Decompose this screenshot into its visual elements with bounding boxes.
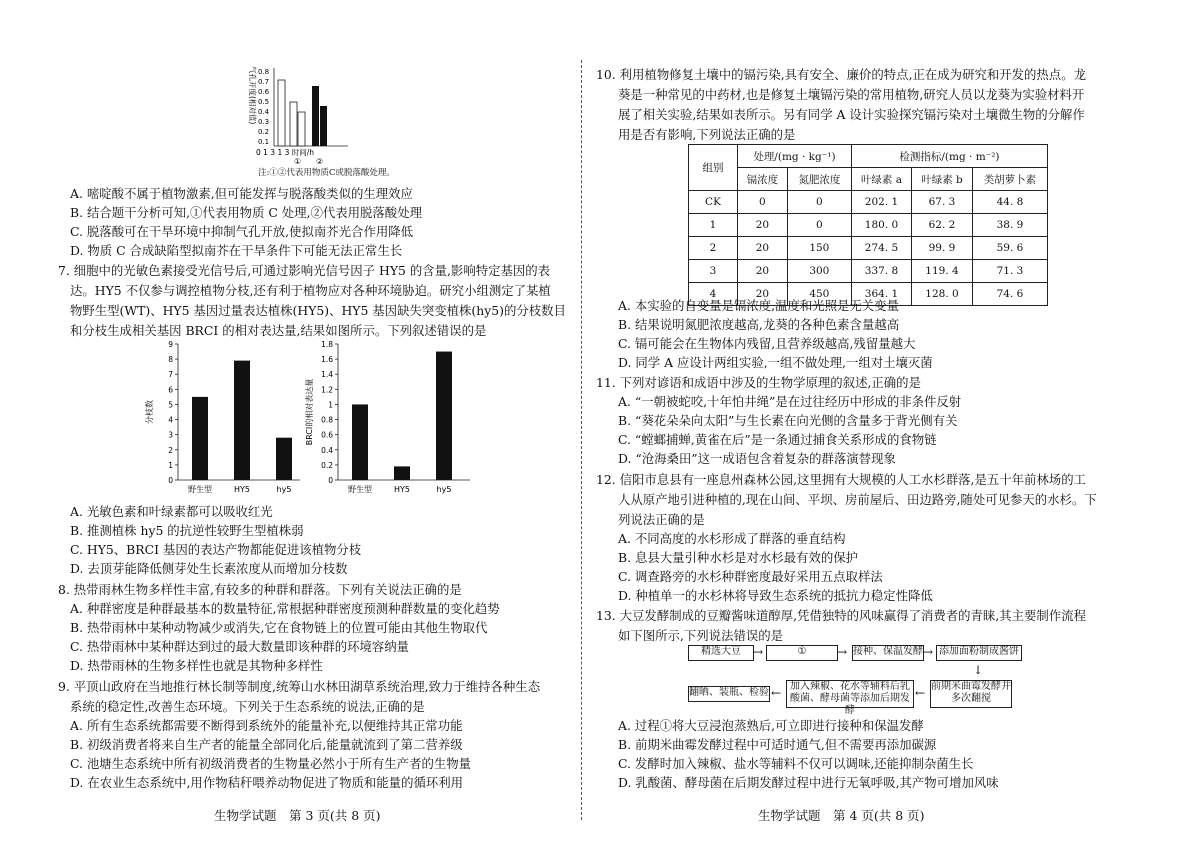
branch-chart-tick-label: 8 <box>168 355 173 365</box>
brci-chart-category-label: hy5 <box>436 485 452 494</box>
q7-option-a: A. 光敏色素和叶绿素都可以吸收红光 <box>70 504 273 519</box>
table-cell: 2 <box>689 237 738 260</box>
table-cell: 20 <box>738 214 788 237</box>
branch-chart-tick-label: 3 <box>168 430 173 440</box>
q6-option-d: D. 物质 C 合成缺陷型拟南芥在干旱条件下可能无法正常生长 <box>70 243 403 258</box>
branch-chart-category-label: 野生型 <box>188 485 212 494</box>
q12-stem-line: 12. 信阳市息县有一座息州森林公园,这里拥有大规模的人工水杉群落,是五十年前林场的工 <box>596 472 1086 487</box>
table-cell: 202. 1 <box>851 191 911 214</box>
branch-chart-ylabel: 分枝数 <box>145 400 154 424</box>
q8-option-d: D. 热带雨林的生物多样性也就是其物种多样性 <box>70 658 323 673</box>
table-cell: 337. 8 <box>851 260 911 283</box>
brci-expression-chart <box>300 336 470 504</box>
q9-option-b: B. 初级消费者将来自生产者的能量全部同化后,能量就流到了第二营养级 <box>70 737 463 752</box>
branch-chart-bar <box>276 438 292 480</box>
q7-option-d: D. 去顶芽能降低侧芽处生长素浓度从而增加分枝数 <box>70 561 348 576</box>
branch-count-chart <box>140 336 300 504</box>
table-cell: 38. 9 <box>972 214 1047 237</box>
table-cell: 62. 2 <box>912 214 973 237</box>
flow-box-early-fermentation: 前期米曲霉发酵并多次翻搅 <box>930 680 1012 708</box>
q6-option-b: B. 结合题干分析可知,①代表用物质 C 处理,②代表用脱落酸处理 <box>70 205 422 220</box>
q12-option-c: C. 调查路旁的水杉种群密度最好采用五点取样法 <box>618 569 883 584</box>
table-cell: 274. 5 <box>851 237 911 260</box>
stomata-tick: 0.7 <box>258 78 270 86</box>
q9-stem-line: 9. 平顶山政府在当地推行林长制等制度,统筹山水林田湖草系统治理,致力于维持各种生态 <box>58 679 541 694</box>
stomata-tick: 0.5 <box>258 98 270 106</box>
branch-chart-tick-label: 6 <box>168 385 173 395</box>
brci-chart-tick-label: 0 <box>328 476 333 485</box>
q10-stem-line: 用是否有影响,下列说法正确的是 <box>618 127 796 142</box>
flow-arrow-right-icon: → <box>923 645 934 659</box>
stomata-tick: 0.8 <box>258 68 270 76</box>
brci-chart-bar <box>352 404 368 480</box>
table-cell: 180. 0 <box>851 214 911 237</box>
brci-chart-tick-label: 0.8 <box>321 415 333 425</box>
q8-option-a: A. 种群密度是种群最基本的数量特征,常根据种群密度预测种群数量的变化趋势 <box>70 601 500 616</box>
flow-box-late-fermentation: 加入辣椒、花水等辅料后乳酸菌、酵母菌等添加后期发酵 <box>786 680 914 708</box>
stomata-xlabel: 0 1 3 1 3 时间/h <box>256 148 315 157</box>
q7-stem-line: 物野生型(WT)、HY5 基因过量表达植株(HY5)、HY5 基因缺失突变植株(hy5)的分枝数目 <box>70 303 566 318</box>
stomata-tick: 0.1 <box>258 138 270 146</box>
table-header-group: 组别 <box>689 145 738 191</box>
table-cell: 0 <box>738 191 788 214</box>
stomata-bar <box>320 106 327 146</box>
q9-option-c: C. 池塘生态系统中所有初级消费者的生物量必然小于所有生产者的生物量 <box>70 756 472 771</box>
q12-stem-line: 列说法正确的是 <box>618 512 705 527</box>
branch-chart-tick-label: 5 <box>168 400 173 410</box>
q13-stem-line: 如下图所示,下列说法错误的是 <box>618 628 784 643</box>
flow-box-packaging: 翻晒、装瓶、检验 <box>688 686 770 702</box>
stomata-bar <box>290 102 297 146</box>
q12-stem-line: 人从原产地引进种植的,现在山间、平坝、房前屋后、田边路旁,随处可见参天的水杉。下 <box>618 492 1097 507</box>
q10-option-a: A. 本实验的自变量是镉浓度,温度和光照是无关变量 <box>618 298 899 313</box>
q10-stem-line: 葵是一种常见的中药材,也是修复土壤镉污染的常用植物,研究人员以龙葵为实验材料开 <box>618 87 1085 102</box>
q10-option-b: B. 结果说明氮肥浓度越高,龙葵的各种色素含量越高 <box>618 317 900 332</box>
table-cell: 59. 6 <box>972 237 1047 260</box>
stomata-group-2: ② <box>316 157 324 166</box>
table-cell: 20 <box>738 237 788 260</box>
stomata-note: 注:①②代表用物质C或脱落酸处理。 <box>258 168 395 178</box>
flow-arrow-left-icon: ← <box>771 686 782 700</box>
q10-stem-line: 10. 利用植物修复土壤中的镉污染,具有安全、廉价的特点,正在成为研究和开发的热点。龙 <box>596 67 1086 82</box>
stomata-group-1: ① <box>294 157 302 166</box>
table-row <box>689 260 1048 283</box>
q7-option-c: C. HY5、BRCI 基因的表达产物都能促进该植物分枝 <box>70 542 362 557</box>
flow-box-step-1: ① <box>766 645 838 661</box>
page-3 <box>0 0 590 868</box>
branch-chart-tick-label: 0 <box>168 476 173 485</box>
table-cell: 20 <box>738 283 788 306</box>
q13-option-d: D. 乳酸菌、酵母菌在后期发酵过程中进行无氧呼吸,其产物可增加风味 <box>618 775 999 790</box>
branch-chart-tick-label: 2 <box>168 445 173 455</box>
q13-option-b: B. 前期米曲霉发酵过程中可适时通气,但不需要再添加碳源 <box>618 737 937 752</box>
table-cell: 99. 9 <box>912 237 973 260</box>
table-cell: 67. 3 <box>912 191 973 214</box>
q13-stem-line: 13. 大豆发酵制成的豆瓣酱味道醇厚,凭借独特的风味赢得了消费者的青睐,其主要制作流程 <box>596 608 1086 623</box>
brci-chart-tick-label: 0.6 <box>321 430 333 440</box>
q12-option-b: B. 息县大量引种水杉是对水杉最有效的保护 <box>618 550 859 565</box>
table-cell: 20 <box>738 260 788 283</box>
flow-arrow-right-icon: → <box>837 645 848 659</box>
branch-chart-tick-label: 4 <box>168 415 173 425</box>
brci-chart-tick-label: 1 <box>328 400 333 410</box>
brci-chart-bar <box>394 466 410 480</box>
stomata-bar <box>278 80 285 146</box>
brci-chart-tick-label: 1.6 <box>321 355 333 365</box>
branch-chart-category-label: HY5 <box>234 485 250 494</box>
page-divider <box>581 60 582 820</box>
q8-stem: 8. 热带雨林生物多样性丰富,有较多的种群和群落。下列有关说法正确的是 <box>58 582 462 597</box>
table-subheader: 叶绿素 b <box>912 168 973 191</box>
q10-stem-line: 展了相关实验,结果如表所示。另有同学 A 设计实验探究镉污染对土壤微生物的分解作 <box>618 107 1085 122</box>
stomata-tick: 0.6 <box>258 88 270 96</box>
stomata-ylabel: 气孔开度(相对值) <box>248 66 257 125</box>
table-cell: 0 <box>787 214 851 237</box>
q6-option-c: C. 脱落酸可在干旱环境中抑制气孔开放,使拟南芥光合作用降低 <box>70 224 414 239</box>
brci-chart-tick-label: 0.2 <box>321 460 333 470</box>
table-cell: 71. 3 <box>972 260 1047 283</box>
table-subheader: 叶绿素 a <box>851 168 911 191</box>
stomata-tick: 0.4 <box>258 108 270 116</box>
brci-chart-bar <box>436 352 452 480</box>
brci-chart-category-label: HY5 <box>394 485 410 494</box>
table-cell: 300 <box>787 260 851 283</box>
q11-option-b: B. “葵花朵朵向太阳”与生长素在向光侧的含量多于背光侧有关 <box>618 413 958 428</box>
q7-option-b: B. 推测植株 hy5 的抗逆性较野生型植株弱 <box>70 523 304 538</box>
q9-stem-line: 系统的稳定性,改善生态环境。下列关于生态系统的说法,正确的是 <box>70 699 425 714</box>
table-row <box>689 191 1048 214</box>
stomata-bar <box>312 86 319 146</box>
branch-chart-tick-label: 7 <box>168 370 173 380</box>
table-cell: 364. 1 <box>851 283 911 306</box>
page-footer-left: 生物学试题 第 3 页(共 8 页) <box>214 808 381 823</box>
table-cell: 74. 6 <box>972 283 1047 306</box>
q7-stem-line: 7. 细胞中的光敏色素接受光信号后,可通过影响光信号因子 HY5 的含量,影响特定基因的表 <box>58 263 551 278</box>
table-cell: 150 <box>787 237 851 260</box>
q12-option-d: D. 种植单一的水杉林将导致生态系统的抵抗力稳定性降低 <box>618 588 933 603</box>
branch-chart-bar <box>234 361 250 480</box>
table-subheader: 类胡萝卜素 <box>972 168 1047 191</box>
q12-option-a: A. 不同高度的水杉形成了群落的垂直结构 <box>618 531 846 546</box>
q11-option-d: D. “沧海桑田”这一成语包含着复杂的群落演替现象 <box>618 451 896 466</box>
brci-chart-tick-label: 1.4 <box>321 370 333 380</box>
table-cell: 3 <box>689 260 738 283</box>
table-subheader: 氮肥浓度 <box>787 168 851 191</box>
branch-chart-tick-label: 9 <box>168 340 173 349</box>
branch-chart-category-label: hy5 <box>276 485 292 494</box>
brci-chart-category-label: 野生型 <box>348 485 372 494</box>
q8-option-c: C. 热带雨林中某种群达到过的最大数量即该种群的环境容纳量 <box>70 639 410 654</box>
brci-chart-tick-label: 0.4 <box>321 445 333 455</box>
page-footer-right: 生物学试题 第 4 页(共 8 页) <box>758 808 925 823</box>
stomata-tick: 0.3 <box>258 118 270 126</box>
q11-option-a: A. “一朝被蛇咬,十年怕井绳”是在过往经历中形成的非条件反射 <box>618 394 962 409</box>
table-header-index: 检测指标/(mg · m⁻²) <box>851 145 1047 168</box>
table-cell: 1 <box>689 214 738 237</box>
table-cell: 44. 8 <box>972 191 1047 214</box>
q9-option-d: D. 在农业生态系统中,用作物秸秆喂养动物促进了物质和能量的循环利用 <box>70 775 464 790</box>
q7-stem-line: 达。HY5 不仅参与调控植物分枝,还有利于植物应对各种环境胁迫。研究小组测定了某植 <box>70 283 551 298</box>
table-header-treatment: 处理/(mg · kg⁻¹) <box>738 145 852 168</box>
table-cell: 4 <box>689 283 738 306</box>
brci-chart-tick-label: 1.2 <box>321 385 333 395</box>
q7-stem-line: 和分枝生成相关基因 BRCI 的相对表达量,结果如图所示。下列叙述错误的是 <box>70 323 487 338</box>
stomata-tick: 0.2 <box>258 128 270 136</box>
flow-arrow-right-icon: → <box>753 645 764 659</box>
table-cell: 128. 0 <box>912 283 973 306</box>
flow-box-inoculate: 接种、保温发酵 <box>852 645 924 661</box>
stomata-bar <box>298 112 305 146</box>
table-row <box>689 214 1048 237</box>
q11-stem: 11. 下列对谚语和成语中涉及的生物学原理的叙述,正确的是 <box>596 375 921 390</box>
q6-option-a: A. 嘧啶酸不属于植物激素,但可能发挥与脱落酸类似的生理效应 <box>70 186 413 201</box>
q13-option-a: A. 过程①将大豆浸泡蒸熟后,可立即进行接种和保温发酵 <box>618 718 924 733</box>
table-cell: 0 <box>787 191 851 214</box>
table-subheader: 镉浓度 <box>738 168 788 191</box>
flow-arrow-left-icon: ← <box>915 686 926 700</box>
table-cell: CK <box>689 191 738 214</box>
q11-option-c: C. “螳螂捕蝉,黄雀在后”是一条通过捕食关系形成的食物链 <box>618 432 937 447</box>
cadmium-table <box>688 144 1048 306</box>
q10-option-c: C. 镉可能会在生物体内残留,且营养级越高,残留量越大 <box>618 336 916 351</box>
q10-option-d: D. 同学 A 应设计两组实验,一组不做处理,一组对土壤灭菌 <box>618 355 933 370</box>
page-4 <box>590 0 1200 868</box>
table-cell: 119. 4 <box>912 260 973 283</box>
branch-chart-tick-label: 1 <box>168 460 173 470</box>
brci-chart-ylabel: BRCI的相对表达量 <box>305 378 314 446</box>
branch-chart-bar <box>192 397 208 480</box>
table-cell: 450 <box>787 283 851 306</box>
table-row <box>689 237 1048 260</box>
q8-option-b: B. 热带雨林中某种动物减少或消失,它在食物链上的位置可能由其他生物取代 <box>70 620 488 635</box>
stomata-chart <box>236 60 376 176</box>
q13-option-c: C. 发酵时加入辣椒、盐水等辅料不仅可以调味,还能抑制杂菌生长 <box>618 756 974 771</box>
flow-box-add-flour: 添加面粉制成酱饼 <box>936 645 1022 661</box>
q9-option-a: A. 所有生态系统都需要不断得到系统外的能量补充,以便维持其正常功能 <box>70 718 463 733</box>
flow-arrow-down-icon: ↓ <box>973 663 984 677</box>
brci-chart-tick-label: 1.8 <box>321 340 333 349</box>
flow-box-select-soybean: 精选大豆 <box>688 645 754 661</box>
